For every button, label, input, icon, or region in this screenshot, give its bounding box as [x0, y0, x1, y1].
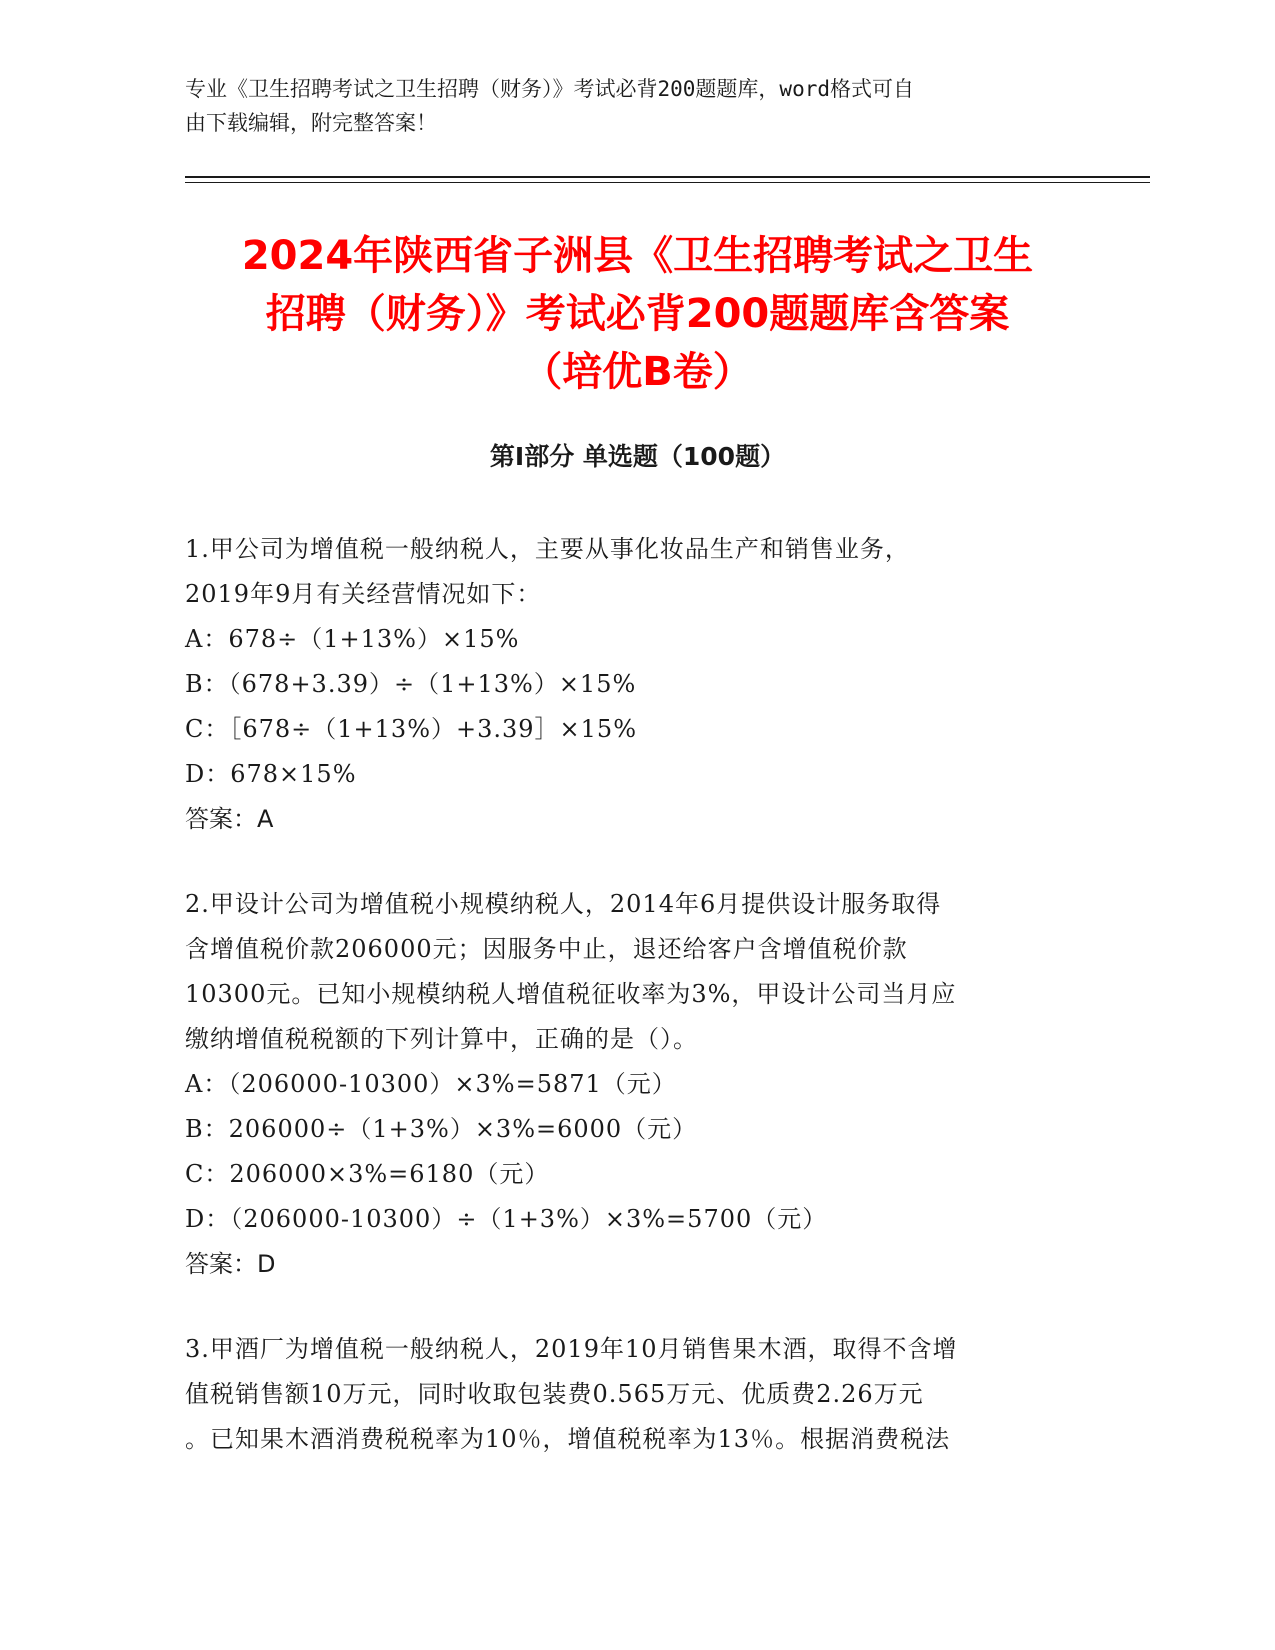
question-text: 1.甲公司为增值税一般纳税人，主要从事化妆品生产和销售业务，	[185, 535, 910, 563]
title-line: （培优B卷）	[522, 349, 753, 395]
question-list	[185, 527, 1085, 1502]
question-text: 值税销售额10万元，同时收取包装费0.565万元、优质费2.26万元	[185, 1380, 924, 1408]
question-text: 含增值税价款206000元；因服务中止，退还给客户含增值税价款	[185, 935, 908, 963]
question-text: 缴纳增值税税额的下列计算中，正确的是（）。	[185, 1025, 698, 1053]
question-text: 2019年9月有关经营情况如下：	[185, 580, 542, 608]
option-a: A：678÷（1+13%）×15%	[185, 625, 520, 653]
answer-label: 答案：D	[185, 1250, 276, 1278]
question-text: 2.甲设计公司为增值税小规模纳税人，2014年6月提供设计服务取得	[185, 890, 942, 918]
header-note-line: 专业《卫生招聘考试之卫生招聘（财务）》考试必背200题题库，word格式可自	[185, 77, 914, 101]
question-text: 3.甲酒厂为增值税一般纳税人，2019年10月销售果木酒，取得不含增	[185, 1335, 958, 1363]
option-d: D：（206000-10300）÷（1+3%）×3%=5700（元）	[185, 1205, 828, 1233]
answer-label: 答案：A	[185, 805, 274, 833]
title-line: 招聘（财务）》考试必背200题题库含答案	[265, 291, 1010, 337]
question-text: 。已知果木酒消费税税率为10％，增值税税率为13％。根据消费税法	[185, 1425, 951, 1453]
header-divider-thin	[185, 182, 1150, 183]
option-c: C：206000×3%=6180（元）	[185, 1160, 550, 1188]
option-a: A：（206000-10300）×3%=5871（元）	[185, 1070, 677, 1098]
option-d: D：678×15%	[185, 760, 357, 788]
option-b: B：206000÷（1+3%）×3%=6000（元）	[185, 1115, 698, 1143]
header-note	[185, 72, 1065, 140]
title-line: 2024年陕西省子洲县《卫生招聘考试之卫生	[241, 233, 1034, 279]
question-item	[185, 1327, 1085, 1462]
option-c: C：［678÷（1+13%）+3.39］×15%	[185, 715, 638, 743]
header-note-line: 由下载编辑，附完整答案！	[185, 111, 437, 135]
question-item	[185, 527, 1085, 842]
option-b: B：（678+3.39）÷（1+13%）×15%	[185, 670, 637, 698]
question-text: 10300元。已知小规模纳税人增值税征收率为3%，甲设计公司当月应	[185, 980, 957, 1008]
header-divider-thick	[185, 176, 1150, 178]
section-heading: 第Ⅰ部分 单选题（100题）	[489, 442, 786, 471]
question-item	[185, 882, 1085, 1287]
document-title	[150, 227, 1125, 401]
